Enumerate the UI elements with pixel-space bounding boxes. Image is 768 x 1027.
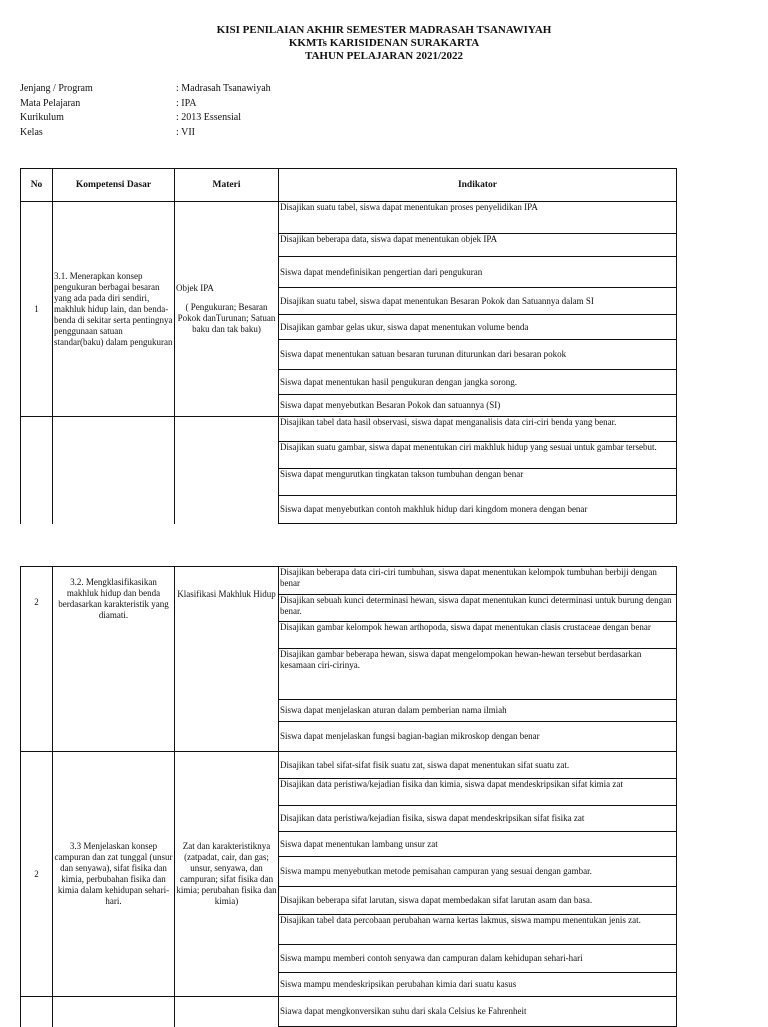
indikator-cell: Disajikan suatu tabel, siswa dapat menentukan Besaran Pokok dan Satuannya dalam SI <box>279 288 677 315</box>
materi-cell: Zat dan karakteristiknya (zatpadat, cair, dan gas; unsur, senyawa, dan campuran; sifat fisika dan kimia; perubahan fisika dan kimia) <box>175 752 279 997</box>
meta-key: Kurikulum <box>20 112 64 123</box>
meta-value: : Madrasah Tsanawiyah <box>176 83 271 94</box>
row-no: 1 <box>21 202 53 417</box>
meta-key: Jenjang / Program <box>20 83 93 94</box>
materi-empty <box>175 417 279 524</box>
row-no-empty <box>21 417 53 524</box>
header-materi: Materi <box>175 169 279 202</box>
indikator-cell: Siswa dapat menjelaskan fungsi bagian-bagian mikroskop dengan benar <box>279 722 677 752</box>
row-no: 2 <box>21 752 53 997</box>
kisi-table-part-1 <box>20 168 677 524</box>
header-no: No <box>21 169 53 202</box>
indikator-cell: Siswa mampu memberi contoh senyawa dan campuran dalam kehidupan sehari-hari <box>279 945 677 973</box>
indikator-cell: Disajikan tabel data hasil observasi, siswa dapat menganalisis data ciri-ciri benda yang benar. <box>279 417 677 442</box>
indikator-cell: Siswa dapat mendefinisikan pengertian dari pengukuran <box>279 257 677 288</box>
indikator-cell: Siswa dapat mengurutkan tingkatan takson tumbuhan dengan benar <box>279 469 677 496</box>
indikator-cell: Siswa dapat menentukan satuan besaran turunan diturunkan dari besaran pokok <box>279 340 677 370</box>
indikator-cell: Disajikan gambar kelompok hewan arthopoda, siswa dapat menentukan clasis crustaceae dengan benar <box>279 622 677 649</box>
indikator-cell: Disajikan sebuah kunci determinasi hewan, siswa dapat menentukan kunci determinasi untuk burung dengan benar. <box>279 595 677 622</box>
row-no: 2 <box>21 567 53 752</box>
header-kompetensi-dasar: Kompetensi Dasar <box>53 169 175 202</box>
indikator-cell: Siswa mampu menyebutkan metode pemisahan campuran yang sesuai dengan gambar. <box>279 857 677 887</box>
kompetensi-dasar-cell: 3.1. Menerapkan konsep pengukuran berbagai besaran yang ada pada diri sendiri, makhluk hidup lain, dan benda-benda di sekitar serta pentingnya penggunaan satuan standar(baku) dalam pengukuran <box>53 202 175 417</box>
materi-cell <box>175 202 279 417</box>
indikator-cell: Disajikan suatu gambar, siswa dapat menentukan ciri makhluk hidup yang sesuai untuk gambar tersebut. <box>279 442 677 469</box>
indikator-cell: Siswa mampu mendeskripsikan perubahan kimia dari suatu kasus <box>279 973 677 997</box>
title-line-1: KISI PENILAIAN AKHIR SEMESTER MADRASAH TSANAWIYAH <box>216 24 552 36</box>
indikator-cell: Siswa dapat menentukan hasil pengukuran dengan jangka sorong. <box>279 370 677 395</box>
materi-cell: Klasifikasi Makhluk Hidup <box>175 567 279 752</box>
indikator-cell: Disajikan suatu tabel, siswa dapat menentukan proses penyelidikan IPA <box>279 202 677 234</box>
kompetensi-dasar-empty <box>53 997 175 1027</box>
indikator-cell: Disajikan gambar gelas ukur, siswa dapat menentukan volume benda <box>279 315 677 340</box>
indikator-cell: Siswa dapat menyebutkan contoh makhluk hidup dari kingdom monera dengan benar <box>279 496 677 524</box>
document-title <box>0 24 768 63</box>
indikator-cell: Siswa dapat menyebutkan Besaran Pokok dan satuannya (SI) <box>279 395 677 417</box>
meta-value: : VII <box>176 126 195 138</box>
indikator-cell: Disajikan beberapa sifat larutan, siswa dapat membedakan sifat larutan asam dan basa. <box>279 887 677 915</box>
meta-key: Kelas <box>20 126 43 138</box>
materi-detail: ( Pengukuran; Besaran Pokok danTurunan; Satuan baku dan tak baku) <box>177 302 276 334</box>
document-meta <box>20 82 271 140</box>
indikator-cell: Disajikan beberapa data ciri-ciri tumbuhan, siswa dapat menentukan kelompok tumbuhan berbiji dengan benar <box>279 567 677 595</box>
indikator-cell: Disajikan data peristiwa/kejadian fisika dan kimia, siswa dapat mendeskripsikan sifat kimia zat <box>279 779 677 806</box>
row-no-empty <box>21 997 53 1027</box>
meta-value: : IPA <box>176 97 197 109</box>
meta-key: Mata Pelajaran <box>20 97 81 109</box>
title-line-3: TAHUN PELAJARAN 2021/2022 <box>304 50 464 62</box>
indikator-cell: Siawa dapat mengkonversikan suhu dari skala Celsius ke Fahrenheit <box>279 997 677 1027</box>
indikator-cell: Disajikan tabel sifat-sifat fisik suatu zat, siswa dapat menentukan sifat suatu zat. <box>279 752 677 779</box>
meta-value: : 2013 Essensial <box>176 112 241 123</box>
materi-empty <box>175 997 279 1027</box>
materi-title: Objek IPA <box>176 283 214 293</box>
indikator-cell: Disajikan tabel data percobaan perubahan warna kertas lakmus, siswa mampu menentukan jenis zat. <box>279 915 677 945</box>
kompetensi-dasar-empty <box>53 417 175 524</box>
kompetensi-dasar-cell: 3.3 Menjelaskan konsep campuran dan zat tunggal (unsur dan senyawa), sifat fisika dan kimia, perbubahan fisika dan kimia dalam kehidupan sehari-hari. <box>53 752 175 997</box>
kompetensi-dasar-cell: 3.2. Mengklasifikasikan makhluk hidup dan benda berdasarkan karakteristik yang diamati. <box>53 567 175 752</box>
indikator-cell: Disajikan beberapa data, siswa dapat menentukan objek IPA <box>279 234 677 257</box>
header-indikator: Indikator <box>279 169 677 202</box>
indikator-cell: Siswa dapat menentukan lambang unsur zat <box>279 832 677 857</box>
kisi-table-part-2 <box>20 566 677 1027</box>
indikator-cell: Disajikan data peristiwa/kejadian fisika, siswa dapat mendeskripsikan sifat fisika zat <box>279 806 677 832</box>
indikator-cell: Disajikan gambar beberapa hewan, siswa dapat mengelompokan hewan-hewan tersebut berdasarkan kesamaan ciri-cirinya. <box>279 649 677 700</box>
indikator-cell: Siswa dapat menjelaskan aturan dalam pemberian nama ilmiah <box>279 700 677 722</box>
title-line-2: KKMTs KARISIDENAN SURAKARTA <box>288 37 480 49</box>
